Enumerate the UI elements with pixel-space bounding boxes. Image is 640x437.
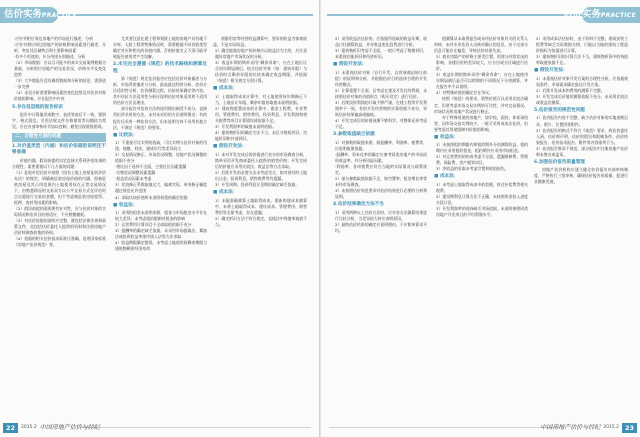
list-paragraph: 3）后续投资利润的计取不够严谨，在建工程等开发利润率不一致，有的开发经营期的计算依据不充分，导致估价结果偏高或偏低。 xyxy=(335,99,427,118)
left-footer xyxy=(3,422,100,434)
left-header-rule xyxy=(58,14,313,16)
body-paragraph: 按照《规范》的要求，销售价值可以采用比较法确定，但要考虑市场交易实例的可比性，并对交易情况、市场状况和房地产状况进行修正。 xyxy=(434,96,528,114)
list-paragraph: 1）未考虑土地取得成本中的契税、拆迁补偿费等相关税费。 xyxy=(436,181,528,194)
subsection-heading: 6.加强估价报告质量管理 xyxy=(534,159,585,165)
subsection-heading: ■ 假设开发法： xyxy=(213,144,247,150)
body-paragraph: 商服用房等经营收益测算中，要求的收益为客观收益，不是实际收益。 xyxy=(213,36,307,48)
list-paragraph: 1）未按照租约期限内和租约期外分别测算收益，租约期内应采用租约租金，租约期外应采用市场租金。 xyxy=(436,142,528,154)
subsection-heading: 2.未见完全遵循《规范》的技术路线和测算过程 xyxy=(113,62,207,74)
body-paragraph: 对于特殊用途的房地产，如学校、医院、体育场馆等，因市场交易实例较少，一般可采用成本法估价，但要考虑其用途限制对价值的影响。 xyxy=(434,114,528,132)
list-paragraph: 2）后续开发成本和费用的测算不完整。 xyxy=(536,87,605,93)
right-header xyxy=(321,0,640,30)
subsection-heading: ■ 成本法： xyxy=(213,190,238,196)
list-paragraph: 4）对特殊价值的确定存在争议。 xyxy=(436,90,493,96)
list-paragraph: 2）采用成本法估价时，由于资料不完整，建筑安装工程费等缺乏实际数据支撑，只能以当地的建筑工程造价指标为依据进行计算。 xyxy=(536,36,628,54)
subsection-heading: ■ 收益法： xyxy=(113,202,138,208)
body-paragraph: 尤其要注意在建工程和划拨土地的房地产具有地下车库、人防工程等特殊情况时，需要根据不同价值类型确定对应和相关的价值内涵，否则价值定义不清可能导致报告使用者产生误解。 xyxy=(113,36,207,60)
subsection-heading: 3.参数取值缺乏依据 xyxy=(333,132,375,138)
list-paragraph: 3）报酬率的确定缺乏依据，未采用市场提取法、累加法或投资收益率排序插入法等方法求取 xyxy=(115,228,207,240)
left-section-title-en: PRACTICE xyxy=(42,12,78,19)
right-magazine-logo: 中国房地产估价与经纪 xyxy=(540,424,601,431)
list-paragraph: ·权益状况因素未考虑 xyxy=(115,176,152,182)
list-paragraph: 3）建筑物折旧考虑不全面，一般只考虑了物理折旧，未重视功能折旧和经济折旧。 xyxy=(335,48,427,60)
list-paragraph: 3）净收益的求取未考虑空置和收租损失。 xyxy=(436,166,509,172)
left-magazine-logo: 中国房地产估价与经纪 xyxy=(39,424,100,431)
list-paragraph: ·实物状况调整因素遗漏 xyxy=(115,170,156,176)
list-paragraph: 2）采用收益法估价的，应依据所选取的收益年期、收益口径测算收益，并对收益变化趋势进行分析。 xyxy=(335,36,427,48)
list-paragraph: 1）未对开发完成后的价值进行充分的市场调查分析，简单采用开发商或委托人提供的销售价格；开发完成后的价值应采用比较法、收益法等方法求取。 xyxy=(215,151,307,169)
list-paragraph: ·报酬率、资本化率的确定应参考同类房地产的市场投资收益率，并分析风险因素。 xyxy=(335,151,427,163)
list-paragraph: ·有多个用途的，应分用途分别描述、分析 xyxy=(14,54,86,60)
list-paragraph: 2）建设期利息计算方法不正确，未按照资金投入进度分段计息。 xyxy=(436,194,528,206)
left-section-title xyxy=(4,8,77,22)
list-paragraph: （3）大多数报告没有确切数据和分析的结论，需要进一步完善 xyxy=(14,78,106,90)
list-paragraph: 3）比较修正系数取值过大、偏离实际，单项修正幅度超过规范允许范围 xyxy=(115,182,207,194)
left-column-3 xyxy=(213,36,307,416)
list-paragraph: 2）计算重置不全面，仅考虑在建及开发后的利润，未按照估价对象的价值时点（购买设定）进行估价。 xyxy=(335,87,427,99)
list-paragraph: 2）估价报告的格式不符合《规范》要求，致估价委托人函、估价师声明、估价的假设和限制条件、估价结果报告、估价技术报告、附件等内容排列不当。 xyxy=(536,127,628,145)
left-footer-rule xyxy=(80,427,311,428)
subsection-heading: ■ 收益法： xyxy=(434,134,459,140)
right-page-number: 23 xyxy=(622,423,637,433)
list-paragraph: 2）最终估价结果的确定应说明理由，不应简单算术平均。 xyxy=(335,221,427,233)
list-paragraph: （4）未见分析重要影响因素的变化趋势及对估价对象价值的影响，应在报告中补充 xyxy=(14,90,106,102)
list-paragraph: 1）不重视可比实例的选取，可比实例与估价对象的用途、规模、档次、建成年代等差异较大 xyxy=(115,140,207,152)
subsection-heading: ■ 成本法： xyxy=(213,86,238,92)
list-paragraph: 3）开发完成后价值的测算依据不充分，未采用比较法或收益法测算。 xyxy=(536,93,628,105)
right-page xyxy=(321,0,640,437)
list-paragraph: （2）假设前提的说明要有针对性，应与估价对象的实际情况和估价目的相适应，不应照搬模板。 xyxy=(14,206,106,218)
subsection-heading: ■ 比较法： xyxy=(113,132,138,138)
list-paragraph: 3）未按照估价规范要求对估价结果进行必要的分析和说明。 xyxy=(335,188,427,200)
list-paragraph: 3）估价报告签章不规范，部分报告中注册房地产估价师未签名或盖章。 xyxy=(536,145,628,157)
right-column-1 xyxy=(333,36,427,416)
section-heading: 二、合理性方面的问题 xyxy=(12,133,106,142)
list-paragraph: 1）未重视估价对象（自行开发、自营或被迫转让前提）的说明和分析，并根据估价目的选择合理的开发经营模式。 xyxy=(335,69,427,87)
list-paragraph: 1）采用的租金未说明来源，租金与市场租金水平存在较大差异；未考虑租约限制对租金的影响 xyxy=(115,210,207,222)
subsection-heading: ■ 假设开发法： xyxy=(333,62,367,68)
right-footer xyxy=(540,422,637,434)
list-paragraph: 2）商业房地产的价格主要受位置、用途与经营状况的影响，各楼层价格差异较大，应分层或分区域进行估价。 xyxy=(436,54,528,72)
left-column-2 xyxy=(113,36,207,416)
list-paragraph: 4）求取比较价值时未说明权重的确定依据 xyxy=(115,194,188,200)
left-section-title-cn: 估价实务 xyxy=(4,9,43,20)
left-column-1 xyxy=(12,36,106,416)
subsection-heading: ■ 假设开发法： xyxy=(534,68,568,74)
list-paragraph: 3）开发周期、投资利息计息期的确定缺乏依据。 xyxy=(215,181,300,187)
list-paragraph: 1）对参数的取值来源，如报酬率、利润率、税费等，应说明取值依据。 xyxy=(335,139,427,151)
list-paragraph: 2）交易情况修正、市场状况调整、房地产状况调整的依据不充分 xyxy=(115,152,207,164)
right-header-rule xyxy=(327,14,582,16)
list-paragraph: （3）对估价依据的说明应完整，既包括法律法规和政策文件，也包括估价委托人提供的资料和注册房地产估价师调查收集的资料。 xyxy=(14,218,106,236)
left-issue: 2015.2 xyxy=(21,425,37,430)
list-paragraph: 1）未重视估价对象开发方案的合理性分析，应依据规划条件、市场需求确定最佳开发方案。 xyxy=(536,75,628,87)
body-paragraph: 报告中计算描述或数字、表述等前后不一致，错别字、格式混乱、引用法规文件名称错误等问题较为常见，应在内部审核环节加以控制，避免出现低级错误。 xyxy=(12,112,106,130)
list-paragraph: 3）收益年期的简单采用“剩余寿命”，应在土地使用年期届满后是否可以续期的不同情况下分别测算，并在报告中予以说明。 xyxy=(436,72,528,90)
list-paragraph: 1）采用两种以上估价方法时，应对各方法测算结果进行比较分析，当差异较大时应查明原因。 xyxy=(335,209,427,221)
left-header xyxy=(0,0,319,30)
list-paragraph: 3）建筑物折旧的计算方法不当，建筑物折旧中的残值率取值依据不足。 xyxy=(536,54,628,66)
list-paragraph: ·相比因子选择不全面，主要区位因素遗漏 xyxy=(115,164,187,170)
list-paragraph: 2）确定折旧方法不符合规定，直线法中残值率取值不当。 xyxy=(215,215,307,227)
right-column-3 xyxy=(534,36,628,416)
list-paragraph: 4）开发完成后的价值预测不够科学，对整体还原考虑不足。 xyxy=(335,118,427,130)
subsection-heading: 1.对价值类型（内涵）和估价依据的说明还不够准确 xyxy=(12,143,106,156)
list-paragraph: 2）建筑物重置成本的计算中，建安工程费、专业费用、管理费用、销售费用、投资利息、开发利润和相关税费等项目计算错误或依据不足。 xyxy=(215,105,307,124)
list-paragraph: 4）建筑物折旧的确定方法不当，未区分物质折旧、功能折旧和外部折旧。 xyxy=(215,130,307,142)
right-column-2 xyxy=(434,36,528,416)
list-paragraph: ·应针对相应周边房地产的价格影响因素进行描述、分析，突出其区域特点和主要影响因素 xyxy=(14,42,106,54)
body-paragraph: 房地产估价机构应建立健全估价报告内部审核制度，严格执行三级审核，确保估价报告的质量，促进行业健康发展。 xyxy=(534,167,628,185)
body-paragraph: 部分报告对估价方法的选用理由阐述不充分，直接列出所采用的方法，未对未采用的方法说明理由；有的报告仅采用一种估价方法，但未说明为何不采用其他方法，不满足《规范》的要求。 xyxy=(113,106,207,130)
list-paragraph: 2）后续开发的必要支出未考虑完全，如对预付的土地出让金、投资利息、销售税费等有遗漏。 xyxy=(215,169,307,181)
list-paragraph: 3）开发利润率的取值未说明依据。 xyxy=(215,124,276,130)
left-page xyxy=(0,0,319,437)
list-paragraph: （1）征收补偿估价应按照《国有土地上房屋征收评估办法》的规定，明确被征收房屋价值的内涵，即被征收房屋及其占用范围内土地使用权在正常交易情况下，由熟悉情况的交易双方以公平交易方式在评估时点自愿进行交易的金额，但不考虑被征收房屋租赁、抵押、查封等因素的影响。 xyxy=(14,169,106,205)
list-paragraph: 2）部分参数取值依据不足，如空置率、租金增长率等未经市场调查。 xyxy=(335,175,427,187)
list-paragraph: ·利润率、各项税费应符合当地的实际情况与政策规定。 xyxy=(335,163,427,175)
list-paragraph: （2）市场数据：应以尽可能多的真实交易案例数据为基础，分析相应房地产的交易状况、价格水平及变化趋势 xyxy=(14,60,106,78)
body-paragraph: 价值内涵、假设前提的设定直接关系到评估结果的合理性，需要重视以下几方面的问题： xyxy=(12,157,106,169)
right-issue: 2015.2 xyxy=(603,425,619,430)
right-section-title-cn: 估价实务 xyxy=(562,9,601,20)
list-paragraph: 3）开发利润率的选择缺乏市场依据，未说明参照同类房地产开发项目的平均利润水平。 xyxy=(436,206,528,218)
list-paragraph: 4）收益期限确定错误，未考虑土地使用权剩余期限与建筑物剩余经济寿命 xyxy=(115,240,207,252)
list-paragraph: （4）依据的相关估价技术标准应准确，选用国家标准《房地产估价规范》等。 xyxy=(14,236,106,248)
subsection-heading: ■ 成本法： xyxy=(434,174,459,180)
list-paragraph: 2）确定能做房地产的价格应以收益法为主的，应注意做好房地产市场状况的分析。 xyxy=(215,48,307,60)
list-paragraph: 2）运营费用计算项目不全或取值依据不充分 xyxy=(115,222,192,228)
subsection-heading: 5.存在低层级的报告标识 xyxy=(12,104,63,110)
right-section-title-en: PRACTICE xyxy=(600,12,636,19)
subsection-heading: 4.估价结果确定方法不当 xyxy=(333,202,384,208)
list-paragraph: ·应针对相应周边房地产的市场进行描述、分析 xyxy=(14,36,94,41)
right-section-title xyxy=(563,8,636,22)
list-paragraph: 1）未能准确测算土地取得成本，重新购建成本测算中，未将土地取得成本、建设成本、管理费用、销售费用等全面考虑，存在遗漏。 xyxy=(215,197,307,215)
body-paragraph: 值测算从未取得报告或未经估价对象有关的关系人审核、未经专业估价人员核对确认的信息，由于这部分信息可能存在偏差，导致估价结果失真。 xyxy=(434,36,528,54)
left-page-number: 22 xyxy=(3,423,18,433)
subsection-heading: 5.估价报告的规范性问题 xyxy=(534,107,585,113)
list-paragraph: 1）估价报告内容不完整，缺少估价对象的实地查勘记录、照片、位置图等附件。 xyxy=(536,115,628,127)
list-paragraph: 2）对运营费用的构成考虑不全面，遗漏维修费、管理费、保险费、房产税等项目。 xyxy=(436,154,528,166)
right-footer-rule xyxy=(329,427,560,428)
list-paragraph: 1）土地取得成本计算中，对土地使用权年期修正不当，土地出让年限、剩余年限的取值未说明依据。 xyxy=(215,93,307,105)
list-paragraph: 3）收益年期的简单采用“剩余寿命”，应在土地出让合同年期届满后，结合估价对象（如：建筑年限）与估价时点剩余年限的比较来确定收益期限，并依据《规范》相关规定分别计算。 xyxy=(215,60,307,84)
body-paragraph: 第《规范》规定估价报告应包括估价对象描述与分析、市场背景描述与分析、最高最佳利用分析、估价方法适用性分析、估价测算过程、估价结果确定等内容。其中估价方法适用性分析应说明估价对象适用和不适用的估价方法及理由。 xyxy=(113,76,207,106)
